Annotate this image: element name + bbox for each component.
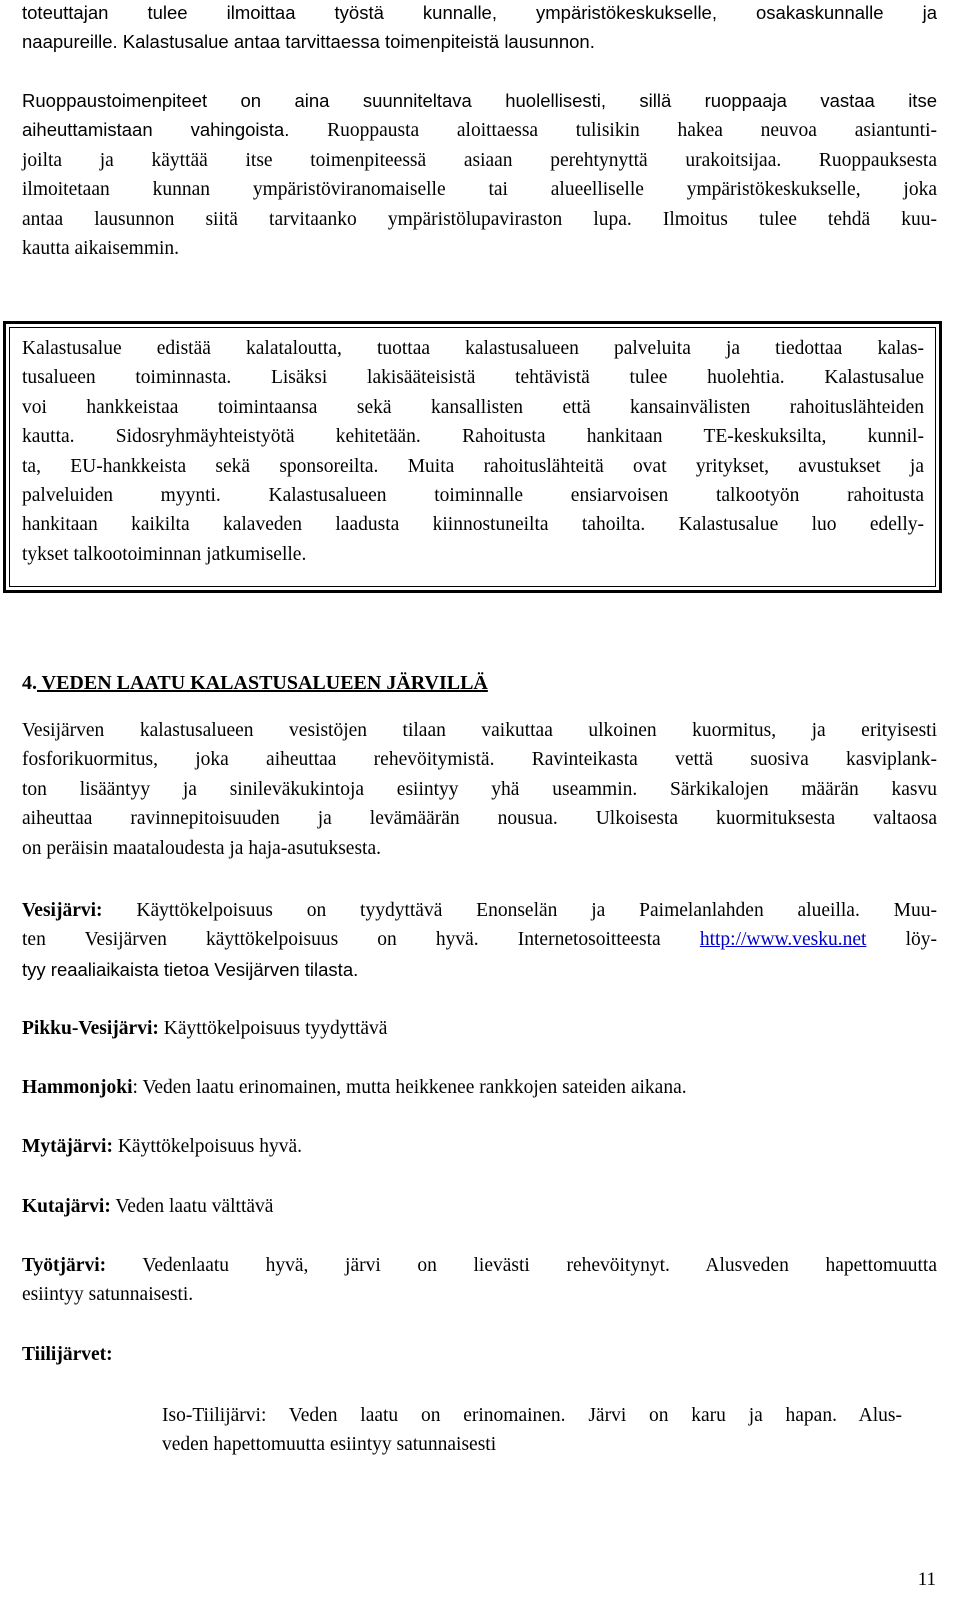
text-line: tykset talkootoiminnan jatkumiselle. bbox=[22, 543, 307, 565]
lake-label: Kutajärvi: bbox=[22, 1196, 111, 1217]
lake-label: Hammonjoki bbox=[22, 1077, 133, 1098]
lake-text: Vedenlaatu hyvä, järvi on lievästi rehevöitynyt. Alusveden hapettomuutta bbox=[106, 1255, 937, 1276]
text-line bbox=[22, 146, 937, 175]
text-line bbox=[22, 1132, 937, 1161]
text-line: aiheuttaa ravinnepitoisuuden ja levämäärän nousua. Ulkoisesta kuormituksesta valtaosa bbox=[22, 808, 937, 830]
text-line: fosforikuormitus, joka aiheuttaa rehevöitymistä. Ravinteikasta vettä suosiva kasviplank- bbox=[22, 749, 937, 771]
lake-text: : Veden laatu erinomainen, mutta heikkenee rankkojen sateiden aikana. bbox=[132, 1077, 687, 1098]
lake-text: Käyttökelpoisuus on tyydyttävä Enonselän ja Paimelanlahden alueilla. Muu- bbox=[102, 900, 937, 921]
text-line: Vesijärven kalastusalueen vesistöjen tilaan vaikuttaa ulkoinen kuormitus, ja erityisesti bbox=[22, 720, 937, 741]
text-line: Iso-Tiilijärvi: Veden laatu on erinomainen. Järvi on karu ja hapan. Alus- bbox=[162, 1405, 902, 1426]
text-line: voi hankkeistaa toimintaansa sekä kansallisten että kansainvälisten rahoituslähteiden bbox=[22, 396, 924, 418]
lake-label: Pikku-Vesijärvi: bbox=[22, 1018, 159, 1039]
text-line: ton lisääntyy ja sinileväkukintoja esiintyy yhä useammin. Särkikalojen määrän kasvu bbox=[22, 778, 937, 800]
text-line: ta, EU-hankkeista sekä sponsoreilta. Muita rahoituslähteitä ovat yritykset, avustukset ja bbox=[22, 455, 924, 477]
lake-hammonjoki bbox=[22, 1073, 937, 1102]
lake-vesijarvi bbox=[22, 896, 937, 984]
vesku-link[interactable]: http://www.vesku.net bbox=[699, 929, 867, 951]
text-line: kautta aikaisemmin. bbox=[22, 238, 180, 260]
text-line: Ruoppaustoimenpiteet on aina suunniteltava huolellisesti, sillä ruoppaaja vastaa itse bbox=[22, 90, 937, 111]
lake-text: Veden laatu välttävä bbox=[110, 1196, 274, 1217]
text-line: Kalastusalue edistää kalataloutta, tuottaa kalastusalueen palveluita ja tiedottaa kalas- bbox=[22, 338, 924, 359]
text-line bbox=[22, 896, 937, 925]
text-fragment: aiheuttamistaan vahingoista. bbox=[22, 119, 290, 141]
lake-text: löy- bbox=[866, 929, 937, 951]
text-line: on peräisin maataloudesta ja haja-asutuksesta. bbox=[22, 837, 381, 859]
text-line: kautta. Sidosryhmäyhteistyötä kehitetään. Rahoitusta hankitaan TE-keskuksilta, kunnil- bbox=[22, 426, 924, 448]
text-line: veden hapettomuutta esiintyy satunnaisesti bbox=[162, 1434, 497, 1456]
text-line: tusalueen toiminnasta. Lisäksi lakisääteisistä tehtävistä tulee huolehtia. Kalastusalue bbox=[22, 367, 924, 389]
text-fragment: Ruoppauksesta bbox=[781, 149, 937, 171]
text-line bbox=[22, 925, 937, 954]
lake-label: Työtjärvi: bbox=[22, 1255, 107, 1276]
framed-paragraph bbox=[22, 334, 924, 569]
text-line bbox=[22, 1073, 937, 1102]
lake-text: ten Vesijärven käyttökelpoisuus on hyvä. Internetosoitteesta bbox=[22, 929, 700, 951]
text-fragment: joilta ja käyttää itse toimenpiteessä asiaan perehtynyttä urakoitsijaa. bbox=[22, 149, 782, 171]
page-number: 11 bbox=[917, 1569, 936, 1590]
text-line bbox=[22, 1251, 937, 1280]
section-intro-paragraph bbox=[22, 716, 937, 863]
text-line: antaa lausunnon siitä tarvitaanko ympäristölupaviraston lupa. Ilmoitus tulee tehdä kuu- bbox=[22, 208, 937, 230]
section-title: VEDEN LAATU KALASTUSALUEEN JÄRVILLÄ bbox=[37, 672, 488, 694]
text-line: palveluiden myynti. Kalastusalueen toiminnalle ensiarvoisen talkootyön rahoitusta bbox=[22, 485, 924, 507]
lake-text: Käyttökelpoisuus hyvä. bbox=[112, 1136, 302, 1157]
lake-label: Tiilijärvet: bbox=[22, 1344, 113, 1365]
text-line bbox=[22, 115, 937, 145]
text-line: toteuttajan tulee ilmoittaa työstä kunnalle, ympäristökeskukselle, osakaskunnalle ja bbox=[22, 2, 937, 23]
text-line: ilmoitetaan kunnan ympäristöviranomaiselle tai alueelliselle ympäristökeskukselle, joka bbox=[22, 179, 937, 201]
text-line: tyy reaaliaikaista tietoa Vesijärven tilasta. bbox=[22, 958, 359, 980]
text-line bbox=[22, 1014, 937, 1043]
lake-pikku-vesijarvi bbox=[22, 1014, 937, 1043]
dredging-paragraph bbox=[22, 86, 937, 263]
lake-tiilijarvet bbox=[22, 1340, 937, 1369]
text-line bbox=[22, 1192, 937, 1221]
intro-paragraph bbox=[22, 0, 937, 57]
text-line: esiintyy satunnaisesti. bbox=[22, 1284, 194, 1306]
section-heading bbox=[22, 670, 488, 696]
lake-kutajarvi bbox=[22, 1192, 937, 1221]
text-line: hankitaan kaikilta kalaveden laadusta kiinnostuneilta tahoilta. Kalastusalue luo edelly- bbox=[22, 514, 924, 536]
lake-iso-tiilijarvi bbox=[162, 1401, 902, 1460]
lake-text: Käyttökelpoisuus tyydyttävä bbox=[158, 1018, 388, 1039]
lake-mytajarvi bbox=[22, 1132, 937, 1161]
section-number: 4. bbox=[22, 672, 37, 694]
text-line: naapureille. Kalastusalue antaa tarvittaessa toimenpiteistä lausunnon. bbox=[22, 31, 595, 53]
lake-label: Mytäjärvi: bbox=[22, 1136, 113, 1157]
lake-label: Vesijärvi: bbox=[22, 900, 103, 921]
lake-tyotjarvi bbox=[22, 1251, 937, 1310]
text-fragment: Ruoppausta aloittaessa tulisikin hakea neuvoa asiantunti- bbox=[289, 120, 938, 142]
